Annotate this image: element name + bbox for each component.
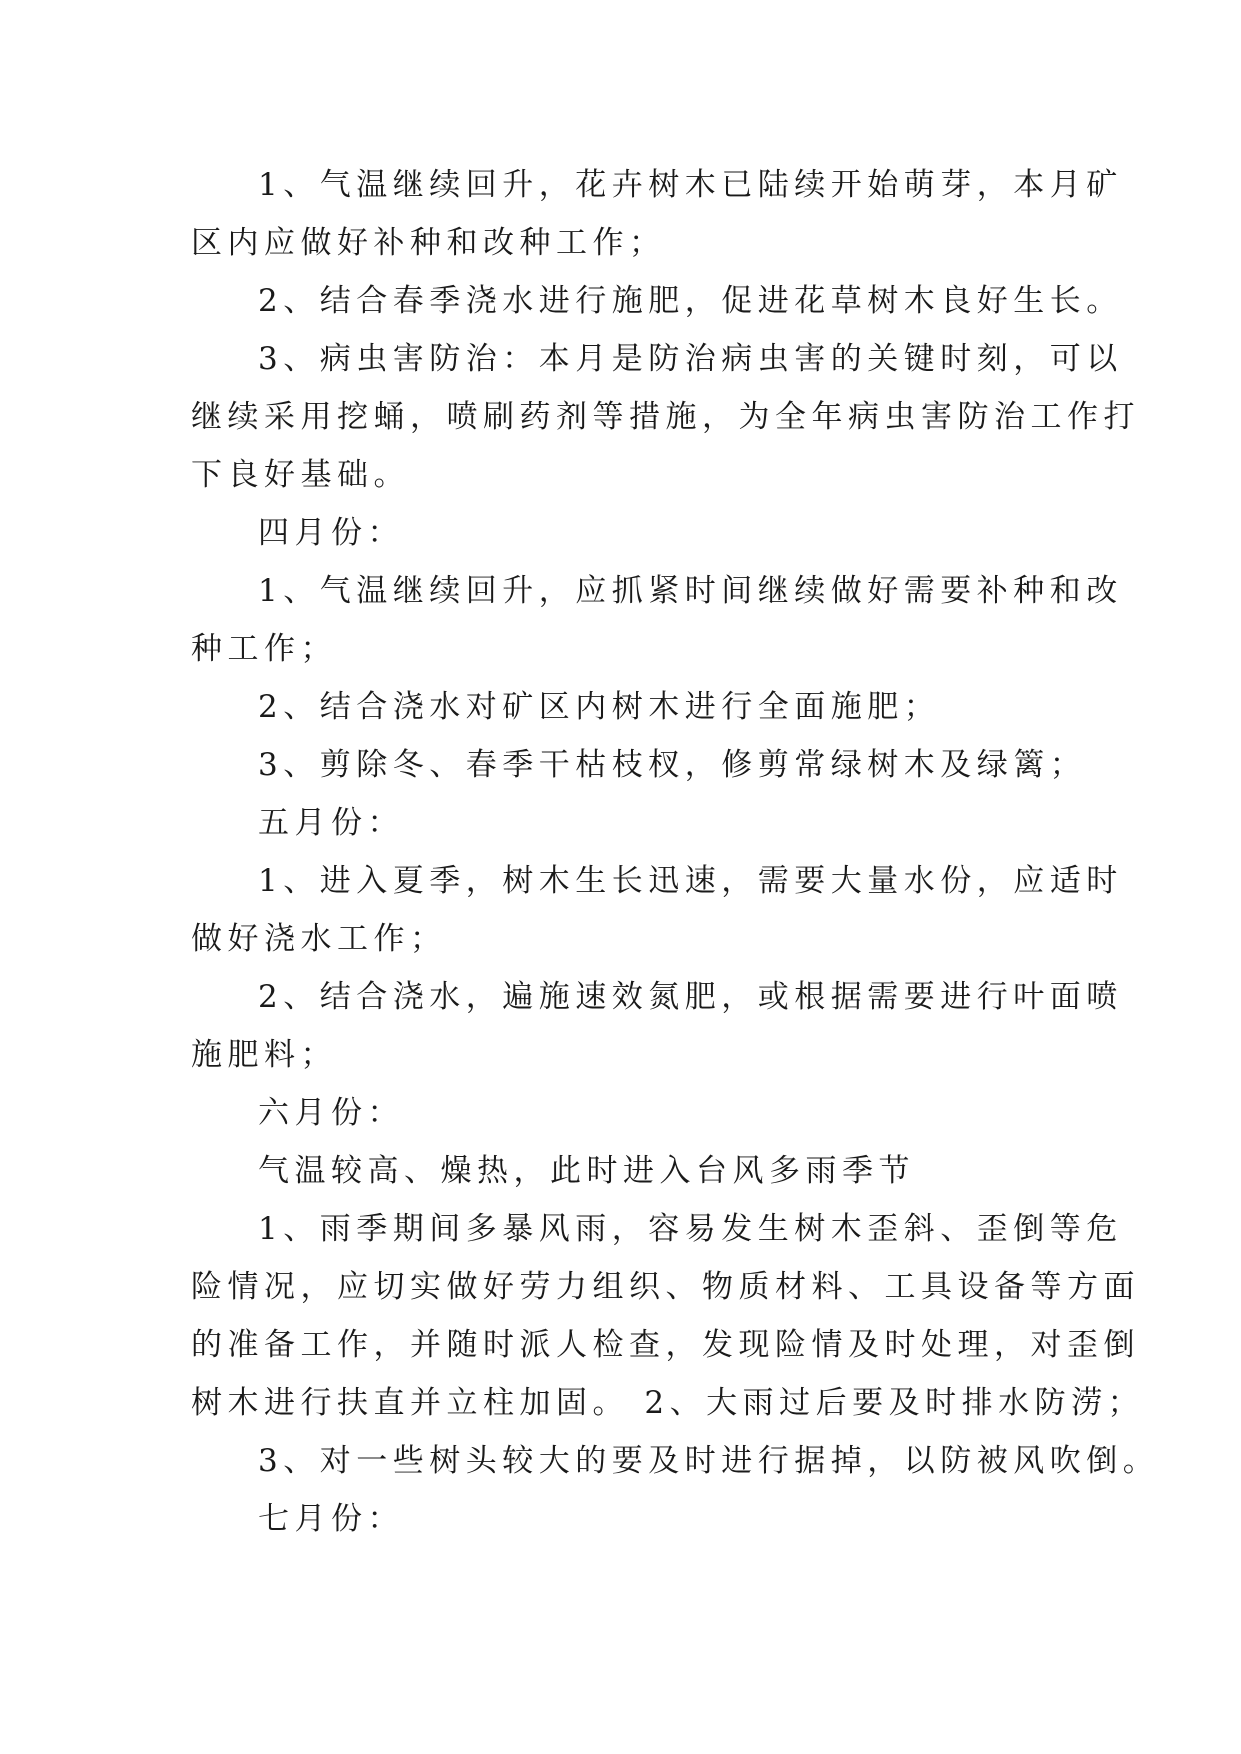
text-line: 2、结合浇水对矿区内树木进行全面施肥； [258,689,941,725]
section-heading: 四月份： [258,515,404,551]
text-line: 的准备工作，并随时派人检查，发现险情及时处理，对歪倒 [191,1327,1140,1363]
text-line: 气温较高、燥热，此时进入台风多雨季节 [258,1153,915,1189]
text-line: 下良好基础。 [191,457,410,493]
text-line: 区内应做好补种和改种工作； [191,225,666,261]
text-line: 树木进行扶直并立柱加固。 2、大雨过后要及时排水防涝； [191,1385,1145,1421]
text-line: 3、对一些树头较大的要及时进行据掉，以防被风吹倒。 [258,1443,1160,1479]
text-line: 险情况，应切实做好劳力组织、物质材料、工具设备等方面 [191,1269,1140,1305]
text-line: 继续采用挖蛹，喷刷药剂等措施，为全年病虫害防治工作打 [191,399,1140,435]
section-heading: 五月份： [258,805,404,841]
text-line: 种工作； [191,631,337,667]
text-line: 3、病虫害防治：本月是防治病虫害的关键时刻，可以 [258,341,1123,377]
text-line: 1、气温继续回升，花卉树木已陆续开始萌芽，本月矿 [258,167,1123,203]
text-line: 1、进入夏季，树木生长迅速，需要大量水份，应适时 [258,863,1123,899]
text-line: 2、结合春季浇水进行施肥，促进花草树木良好生长。 [258,283,1123,319]
text-line: 1、气温继续回升，应抓紧时间继续做好需要补种和改 [258,573,1123,609]
section-heading: 七月份： [258,1501,404,1537]
text-line: 做好浇水工作； [191,921,447,957]
text-line: 1、雨季期间多暴风雨，容易发生树木歪斜、歪倒等危 [258,1211,1123,1247]
text-line: 施肥料； [191,1037,337,1073]
text-line: 2、结合浇水，遍施速效氮肥，或根据需要进行叶面喷 [258,979,1123,1015]
text-line: 3、剪除冬、春季干枯枝杈，修剪常绿树木及绿篱； [258,747,1087,783]
section-heading: 六月份： [258,1095,404,1131]
